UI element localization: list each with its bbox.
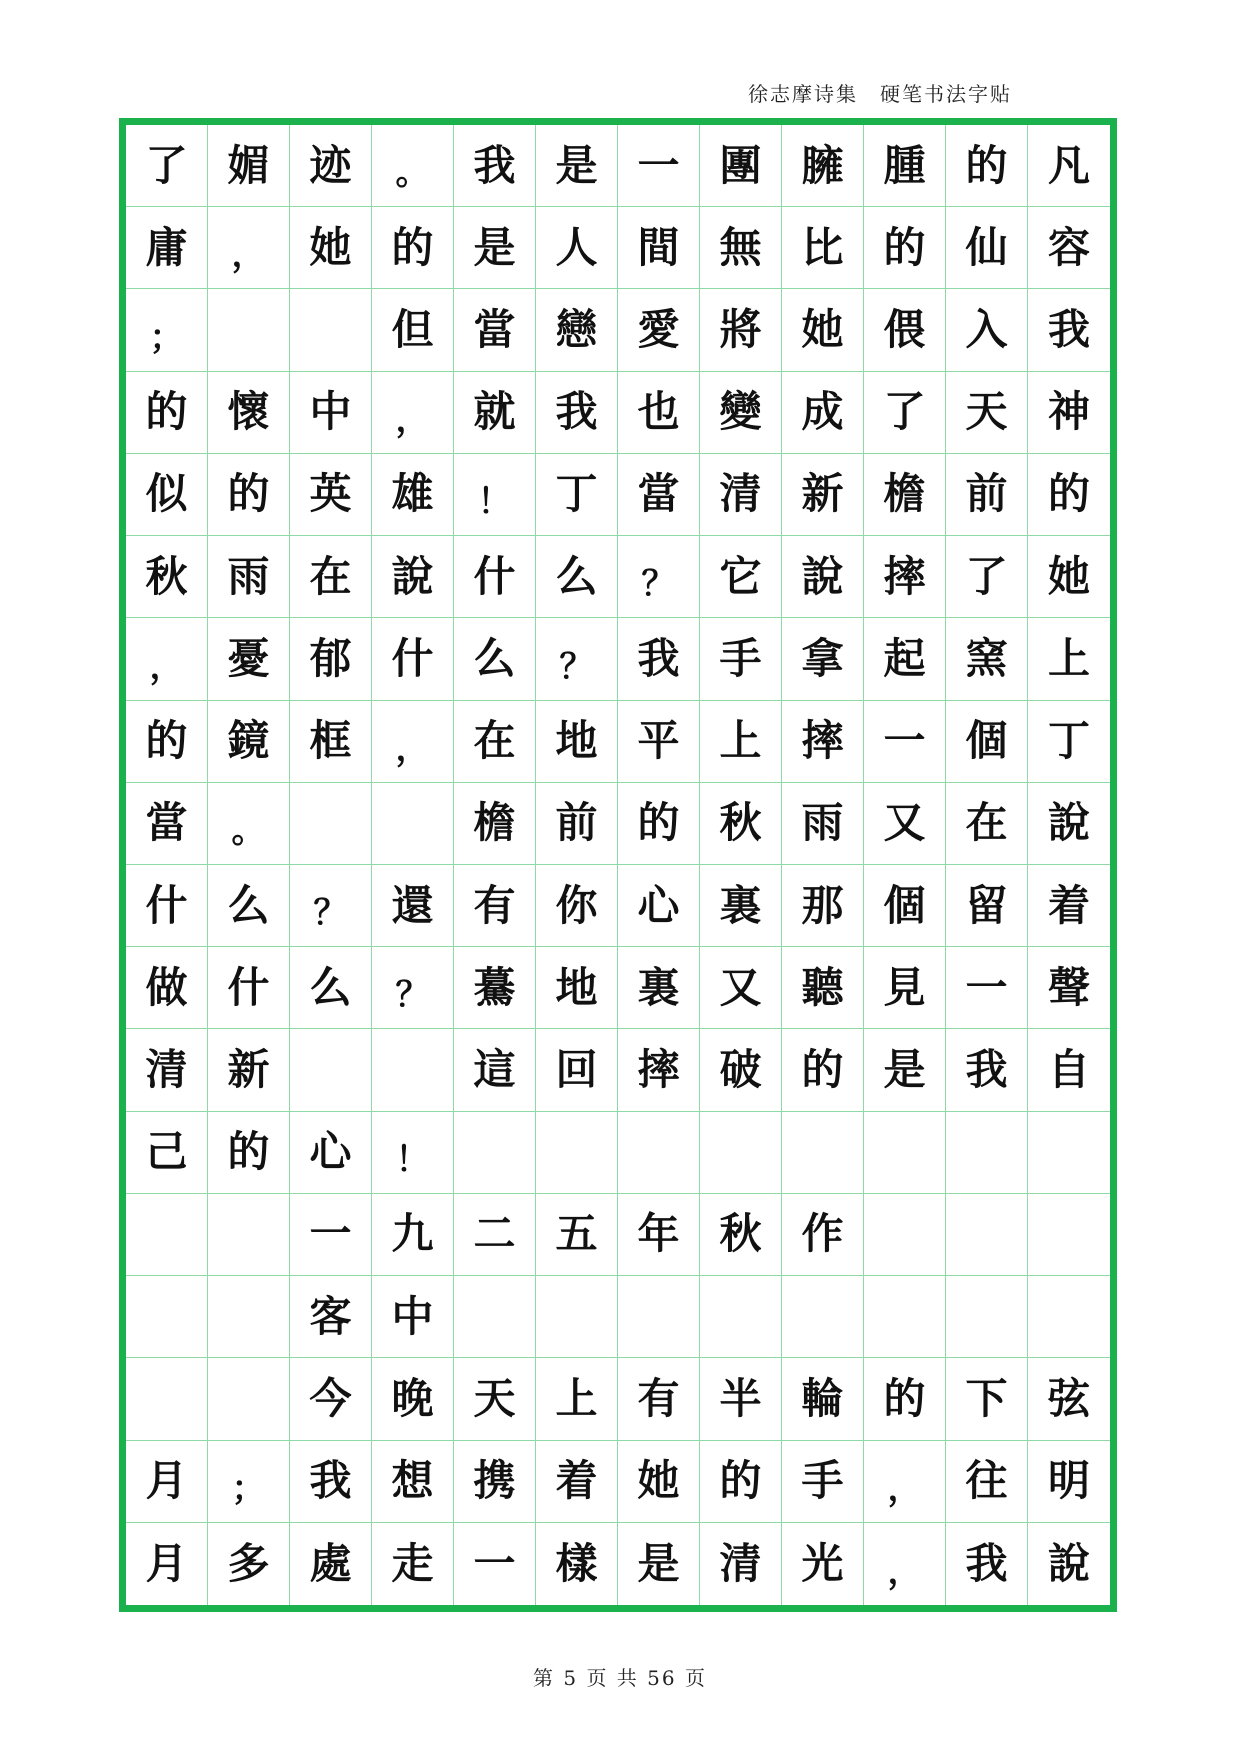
grid-cell: 半 bbox=[700, 1358, 782, 1440]
character-grid bbox=[126, 125, 1110, 1605]
grid-cell: 二 bbox=[454, 1194, 536, 1276]
grid-cell: 我 bbox=[946, 1523, 1028, 1605]
grid-cell: 裏 bbox=[618, 947, 700, 1029]
grid-cell: 手 bbox=[700, 618, 782, 700]
grid-cell bbox=[1028, 1194, 1110, 1276]
grid-cell: 處 bbox=[290, 1523, 372, 1605]
grid-cell: 地 bbox=[536, 701, 618, 783]
copybook-subtitle: 硬笔书法字贴 bbox=[880, 82, 1012, 106]
grid-cell: 又 bbox=[700, 947, 782, 1029]
grid-cell: 她 bbox=[290, 207, 372, 289]
grid-cell: 秋 bbox=[126, 536, 208, 618]
grid-cell: 月 bbox=[126, 1441, 208, 1523]
grid-cell bbox=[1028, 1276, 1110, 1358]
grid-cell: 清 bbox=[126, 1029, 208, 1111]
grid-cell: 裏 bbox=[700, 865, 782, 947]
grid-cell bbox=[782, 1112, 864, 1194]
grid-cell: 什 bbox=[454, 536, 536, 618]
grid-cell: 新 bbox=[782, 454, 864, 536]
grid-cell: 輪 bbox=[782, 1358, 864, 1440]
grid-cell: 英 bbox=[290, 454, 372, 536]
grid-cell: 的 bbox=[700, 1441, 782, 1523]
grid-cell: 什 bbox=[208, 947, 290, 1029]
grid-cell: 當 bbox=[454, 289, 536, 371]
grid-cell: 樣 bbox=[536, 1523, 618, 1605]
grid-cell bbox=[208, 289, 290, 371]
grid-cell: 明 bbox=[1028, 1441, 1110, 1523]
grid-cell bbox=[372, 783, 454, 865]
grid-cell: 中 bbox=[372, 1276, 454, 1358]
grid-cell: ， bbox=[208, 207, 290, 289]
grid-cell: 雨 bbox=[782, 783, 864, 865]
grid-cell: 下 bbox=[946, 1358, 1028, 1440]
grid-cell: 我 bbox=[1028, 289, 1110, 371]
grid-cell: ， bbox=[372, 701, 454, 783]
grid-cell: 戀 bbox=[536, 289, 618, 371]
grid-cell: 一 bbox=[864, 701, 946, 783]
grid-cell: 說 bbox=[1028, 783, 1110, 865]
grid-cell: 弦 bbox=[1028, 1358, 1110, 1440]
grid-cell: 心 bbox=[290, 1112, 372, 1194]
grid-cell bbox=[700, 1276, 782, 1358]
grid-cell: 了 bbox=[864, 372, 946, 454]
grid-cell: 有 bbox=[454, 865, 536, 947]
grid-cell: 你 bbox=[536, 865, 618, 947]
grid-cell bbox=[782, 1276, 864, 1358]
grid-cell: 愛 bbox=[618, 289, 700, 371]
grid-cell: 我 bbox=[618, 618, 700, 700]
grid-cell: 庸 bbox=[126, 207, 208, 289]
grid-cell: 間 bbox=[618, 207, 700, 289]
grid-cell: 說 bbox=[372, 536, 454, 618]
grid-cell: 上 bbox=[1028, 618, 1110, 700]
grid-cell bbox=[864, 1194, 946, 1276]
grid-cell: 似 bbox=[126, 454, 208, 536]
grid-cell: ？ bbox=[618, 536, 700, 618]
grid-cell: 一 bbox=[618, 125, 700, 207]
grid-cell: 九 bbox=[372, 1194, 454, 1276]
grid-cell: 着 bbox=[1028, 865, 1110, 947]
grid-cell: 丁 bbox=[536, 454, 618, 536]
grid-cell: 。 bbox=[372, 125, 454, 207]
grid-cell: 作 bbox=[782, 1194, 864, 1276]
grid-cell bbox=[864, 1112, 946, 1194]
grid-cell bbox=[126, 1358, 208, 1440]
grid-cell: 是 bbox=[454, 207, 536, 289]
grid-cell: 說 bbox=[1047, 1538, 1090, 1588]
grid-cell: 一 bbox=[946, 947, 1028, 1029]
grid-cell: 個 bbox=[946, 701, 1028, 783]
grid-cell: 回 bbox=[536, 1029, 618, 1111]
grid-cell: 是 bbox=[536, 125, 618, 207]
grid-cell bbox=[126, 1194, 208, 1276]
grid-cell: 光 bbox=[782, 1523, 864, 1605]
grid-cell: 客 bbox=[290, 1276, 372, 1358]
grid-cell: 聽 bbox=[782, 947, 864, 1029]
grid-cell: ， bbox=[864, 1441, 946, 1523]
grid-cell: ， bbox=[864, 1523, 946, 1605]
grid-cell: 也 bbox=[618, 372, 700, 454]
grid-cell: 己 bbox=[126, 1112, 208, 1194]
page-number: 第 5 页 共 56 页 bbox=[533, 1666, 707, 1690]
grid-cell: 么 bbox=[290, 947, 372, 1029]
grid-cell: 當 bbox=[126, 783, 208, 865]
grid-cell: 我 bbox=[290, 1441, 372, 1523]
grid-cell: 走 bbox=[372, 1523, 454, 1605]
grid-cell bbox=[864, 1276, 946, 1358]
grid-cell: 個 bbox=[864, 865, 946, 947]
grid-cell bbox=[372, 1029, 454, 1111]
grid-cell: 凡 bbox=[1028, 125, 1110, 207]
grid-cell: 成 bbox=[782, 372, 864, 454]
grid-cell: 秋 bbox=[700, 783, 782, 865]
grid-cell: 有 bbox=[618, 1358, 700, 1440]
grid-cell: 就 bbox=[454, 372, 536, 454]
grid-cell: 的 bbox=[618, 783, 700, 865]
grid-cell: 晚 bbox=[372, 1358, 454, 1440]
grid-cell: 又 bbox=[864, 783, 946, 865]
grid-cell: 我 bbox=[536, 372, 618, 454]
grid-cell: 的 bbox=[372, 207, 454, 289]
grid-cell: 窯 bbox=[946, 618, 1028, 700]
grid-cell: 携 bbox=[454, 1441, 536, 1523]
grid-cell: 的 bbox=[208, 1112, 290, 1194]
grid-cell: 這 bbox=[454, 1029, 536, 1111]
grid-cell bbox=[618, 1112, 700, 1194]
grid-cell: 丁 bbox=[1028, 701, 1110, 783]
grid-cell: 她 bbox=[782, 289, 864, 371]
grid-cell: 手 bbox=[782, 1441, 864, 1523]
grid-cell: 心 bbox=[618, 865, 700, 947]
grid-cell: 憂 bbox=[208, 618, 290, 700]
grid-cell: 她 bbox=[1028, 536, 1110, 618]
grid-cell: 它 bbox=[700, 536, 782, 618]
grid-cell bbox=[700, 1112, 782, 1194]
collection-title: 徐志摩诗集 bbox=[748, 82, 858, 106]
grid-cell: 破 bbox=[700, 1029, 782, 1111]
grid-cell: 驀 bbox=[454, 947, 536, 1029]
grid-cell bbox=[1028, 1112, 1110, 1194]
grid-cell: 在 bbox=[946, 783, 1028, 865]
grid-cell: 變 bbox=[700, 372, 782, 454]
grid-cell: 年 bbox=[618, 1194, 700, 1276]
grid-cell bbox=[946, 1112, 1028, 1194]
grid-cell: ！ bbox=[454, 454, 536, 536]
grid-cell: 郁 bbox=[290, 618, 372, 700]
grid-cell: 的 bbox=[126, 701, 208, 783]
grid-cell bbox=[208, 1276, 290, 1358]
grid-cell: 檐 bbox=[454, 783, 536, 865]
grid-cell: 是 bbox=[618, 1523, 700, 1605]
grid-cell: 但 bbox=[372, 289, 454, 371]
grid-cell: 摔 bbox=[782, 701, 864, 783]
grid-cell bbox=[454, 1112, 536, 1194]
grid-cell: ； bbox=[126, 289, 208, 371]
grid-cell: 五 bbox=[536, 1194, 618, 1276]
grid-cell: 無 bbox=[700, 207, 782, 289]
grid-cell: 清 bbox=[700, 1523, 782, 1605]
grid-cell: 一 bbox=[290, 1194, 372, 1276]
grid-cell bbox=[290, 783, 372, 865]
grid-cell bbox=[290, 1029, 372, 1111]
grid-cell: 雨 bbox=[208, 536, 290, 618]
grid-cell: 偎 bbox=[864, 289, 946, 371]
grid-cell: 着 bbox=[536, 1441, 618, 1523]
grid-cell: 我 bbox=[454, 125, 536, 207]
grid-cell: 雄 bbox=[372, 454, 454, 536]
grid-cell: 的 bbox=[208, 454, 290, 536]
grid-cell: 天 bbox=[946, 372, 1028, 454]
grid-cell: 么 bbox=[454, 618, 536, 700]
grid-cell: 腫 bbox=[864, 125, 946, 207]
grid-cell: 平 bbox=[618, 701, 700, 783]
grid-cell: 迹 bbox=[290, 125, 372, 207]
grid-cell: 容 bbox=[1028, 207, 1110, 289]
grid-cell: ？ bbox=[290, 865, 372, 947]
grid-cell: 上 bbox=[536, 1358, 618, 1440]
grid-cell: 在 bbox=[290, 536, 372, 618]
grid-cell: 留 bbox=[946, 865, 1028, 947]
grid-cell: 做 bbox=[126, 947, 208, 1029]
grid-cell: 拿 bbox=[782, 618, 864, 700]
grid-cell: 摔 bbox=[618, 1029, 700, 1111]
grid-cell: 新 bbox=[208, 1029, 290, 1111]
grid-cell: 當 bbox=[618, 454, 700, 536]
grid-cell bbox=[946, 1194, 1028, 1276]
grid-cell: 前 bbox=[536, 783, 618, 865]
grid-cell: 的 bbox=[864, 207, 946, 289]
grid-cell: 神 bbox=[1028, 372, 1110, 454]
grid-cell: 的 bbox=[126, 372, 208, 454]
grid-cell: 什 bbox=[372, 618, 454, 700]
grid-cell: 將 bbox=[700, 289, 782, 371]
grid-cell bbox=[126, 1276, 208, 1358]
grid-cell: 想 bbox=[372, 1441, 454, 1523]
grid-cell: 我 bbox=[946, 1029, 1028, 1111]
grid-cell: ！ bbox=[372, 1112, 454, 1194]
grid-cell: 懷 bbox=[208, 372, 290, 454]
grid-cell: 還 bbox=[372, 865, 454, 947]
grid-cell: 團 bbox=[700, 125, 782, 207]
grid-cell: 一 bbox=[454, 1523, 536, 1605]
grid-cell: 天 bbox=[454, 1358, 536, 1440]
grid-cell: 上 bbox=[700, 701, 782, 783]
grid-cell: 自 bbox=[1028, 1029, 1110, 1111]
grid-cell bbox=[290, 289, 372, 371]
grid-cell: 多 bbox=[208, 1523, 290, 1605]
grid-cell: ； bbox=[208, 1441, 290, 1523]
grid-cell: 么 bbox=[536, 536, 618, 618]
grid-cell: 說 bbox=[782, 536, 864, 618]
grid-cell bbox=[946, 1276, 1028, 1358]
grid-cell: 地 bbox=[536, 947, 618, 1029]
grid-cell: 入 bbox=[946, 289, 1028, 371]
grid-cell: 了 bbox=[946, 536, 1028, 618]
grid-cell bbox=[536, 1276, 618, 1358]
grid-cell: ， bbox=[372, 372, 454, 454]
grid-cell: 的 bbox=[1028, 454, 1110, 536]
grid-cell: 什 bbox=[126, 865, 208, 947]
grid-cell bbox=[208, 1358, 290, 1440]
grid-cell bbox=[618, 1276, 700, 1358]
grid-cell: 了 bbox=[126, 125, 208, 207]
grid-cell: 秋 bbox=[700, 1194, 782, 1276]
grid-cell: 仙 bbox=[946, 207, 1028, 289]
grid-cell: 媚 bbox=[208, 125, 290, 207]
grid-cell: 人 bbox=[536, 207, 618, 289]
page-header bbox=[748, 78, 1088, 108]
grid-cell: ？ bbox=[536, 618, 618, 700]
grid-cell bbox=[208, 1194, 290, 1276]
grid-cell: 的 bbox=[782, 1029, 864, 1111]
grid-cell: 前 bbox=[946, 454, 1028, 536]
grid-cell: 檐 bbox=[864, 454, 946, 536]
grid-cell: 在 bbox=[454, 701, 536, 783]
grid-cell: 么 bbox=[208, 865, 290, 947]
grid-cell: 月 bbox=[126, 1523, 208, 1605]
grid-cell: 臃 bbox=[782, 125, 864, 207]
grid-cell: ， bbox=[126, 618, 208, 700]
grid-cell: ？ bbox=[372, 947, 454, 1029]
grid-cell: 是 bbox=[864, 1029, 946, 1111]
grid-cell bbox=[454, 1276, 536, 1358]
grid-cell: 。 bbox=[208, 783, 290, 865]
grid-cell bbox=[536, 1112, 618, 1194]
grid-cell: 摔 bbox=[864, 536, 946, 618]
grid-cell: 往 bbox=[946, 1441, 1028, 1523]
grid-cell: 見 bbox=[864, 947, 946, 1029]
grid-cell: 聲 bbox=[1028, 947, 1110, 1029]
grid-cell: 清 bbox=[700, 454, 782, 536]
grid-cell: 她 bbox=[618, 1441, 700, 1523]
grid-cell: 的 bbox=[946, 125, 1028, 207]
grid-cell: 框 bbox=[290, 701, 372, 783]
grid-cell: 今 bbox=[290, 1358, 372, 1440]
grid-cell: 起 bbox=[864, 618, 946, 700]
grid-cell: 中 bbox=[290, 372, 372, 454]
grid-cell: 鏡 bbox=[208, 701, 290, 783]
writing-grid-frame bbox=[119, 118, 1117, 1612]
grid-cell: 的 bbox=[864, 1358, 946, 1440]
grid-cell: 比 bbox=[782, 207, 864, 289]
grid-cell: 那 bbox=[782, 865, 864, 947]
